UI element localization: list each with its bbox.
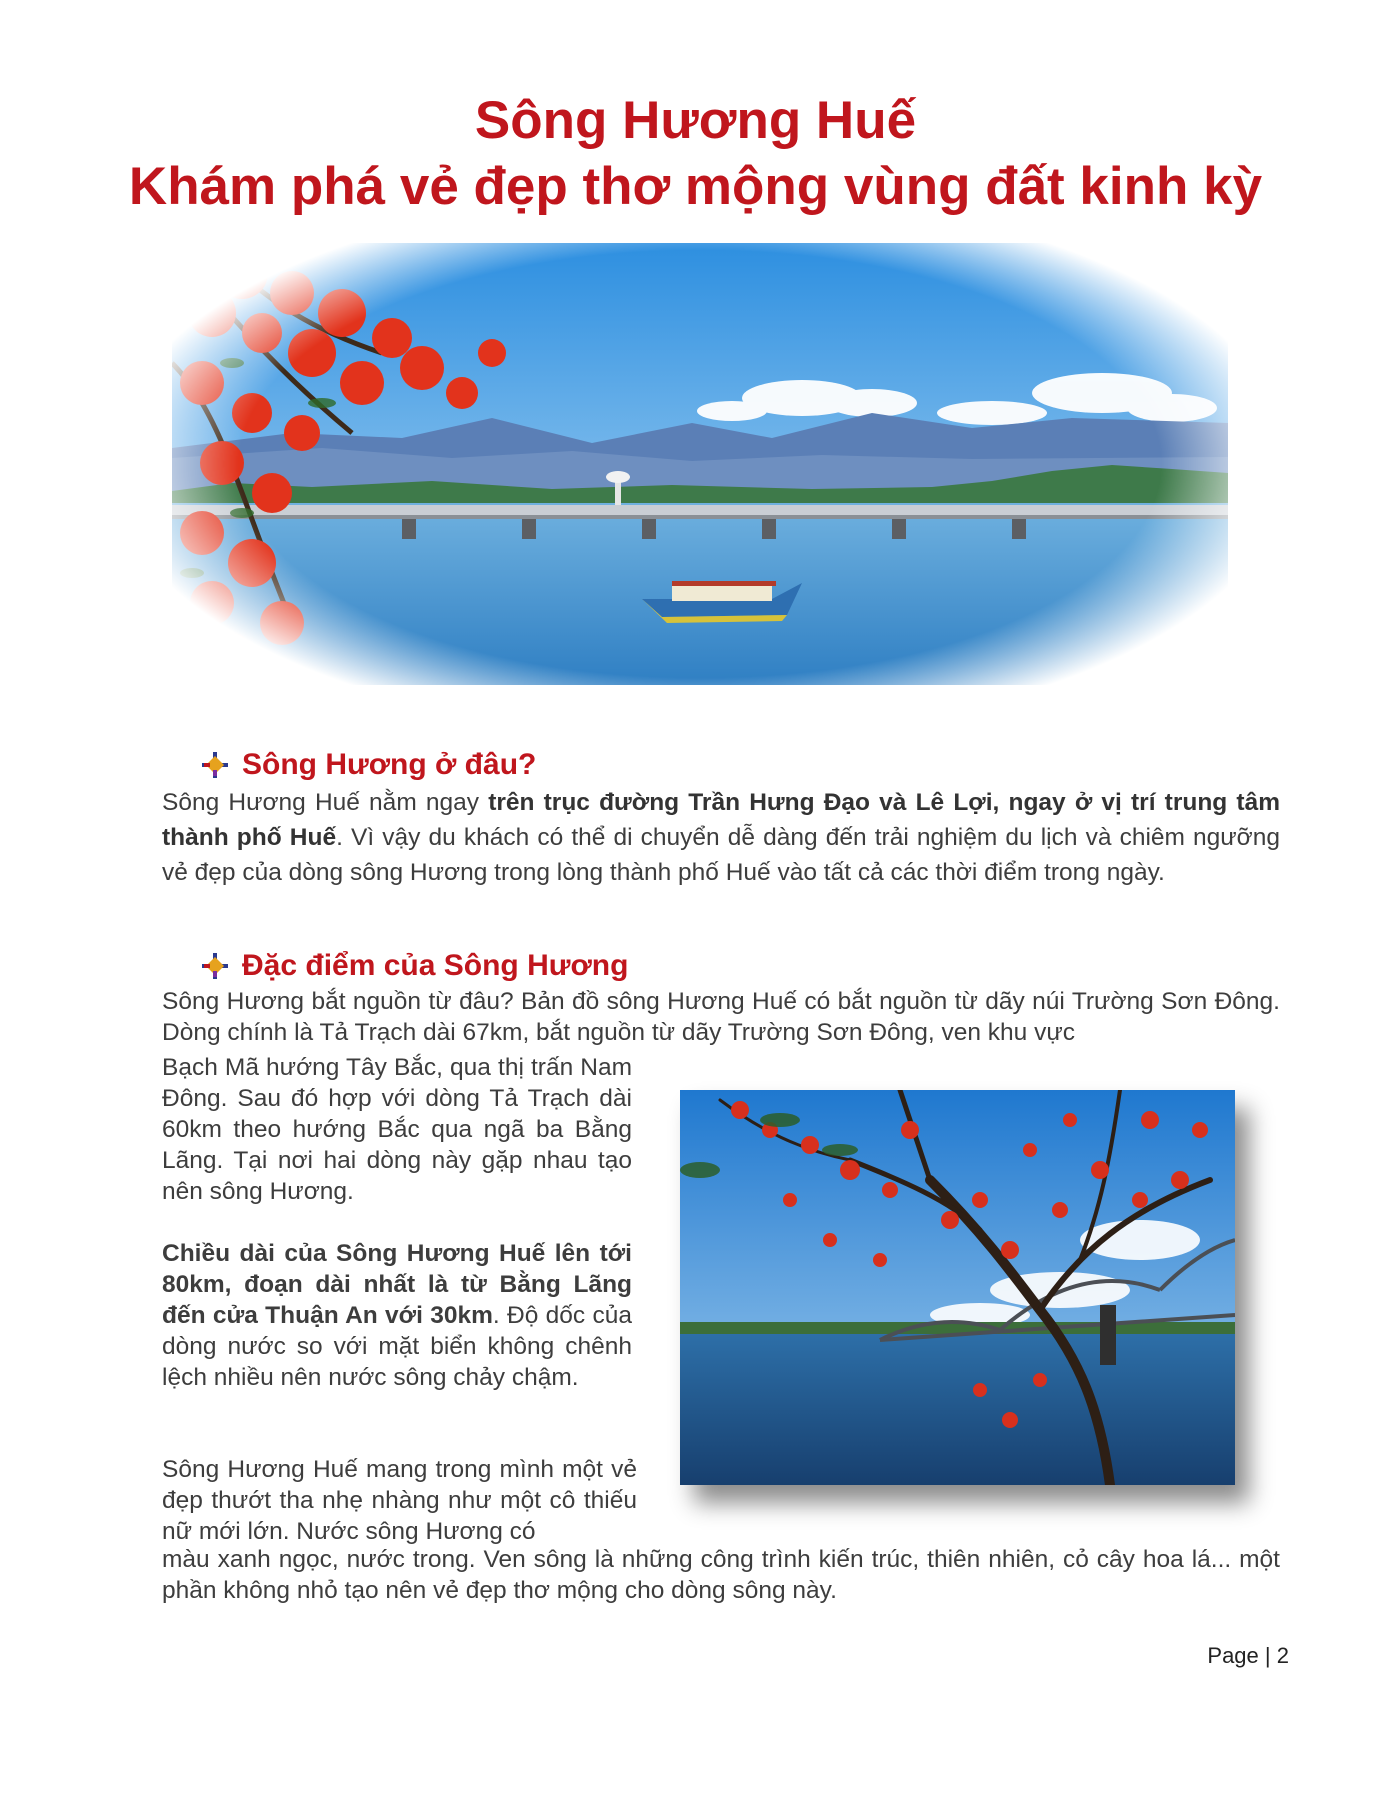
section-location-paragraph: Sông Hương Huế nằm ngay trên trục đường Trần Hưng Đạo và Lê Lợi, ngay ở vị trí trung tâm thành phố Huế. Vì vậy du khách có thể di chuyển dễ dàng đến trải nghiệm du lịch và chiêm ngưỡng vẻ đẹp của dòng sông Hương trong lòng thành phố Huế vào tất cả các thời điểm trong ngày. bbox=[162, 789, 1281, 886]
diamond-bullet-icon bbox=[200, 951, 230, 981]
page-title bbox=[0, 88, 1391, 220]
diamond-bullet-icon bbox=[200, 750, 230, 780]
features-paragraph-1: Bạch Mã hướng Tây Bắc, qua thị trấn Nam Đông. Sau đó hợp với dòng Tả Trạch dài 60km theo hướng Bắc qua ngã ba Bằng Lãng. Tại nơi hai dòng này gặp nhau tạo nên sông Hương. bbox=[162, 1054, 632, 1205]
features-paragraph-2: Chiều dài của Sông Hương Huế lên tới 80km, đoạn dài nhất là từ Bằng Lãng đến cửa Thuận An với 30km. Độ dốc của dòng nước so với mặt biển không chênh lệch nhiều nên nước sông chảy chậm. bbox=[162, 1240, 632, 1391]
section-heading-features-text: Đặc điểm của Sông Hương bbox=[242, 949, 629, 982]
footer-label: Page bbox=[1207, 1643, 1259, 1668]
features-paragraph-3-start: Sông Hương Huế mang trong mình một vẻ đẹp thướt tha nhẹ nhàng như một cô thiếu nữ mới lớn. Nước sông Hương có bbox=[162, 1456, 637, 1545]
footer-separator: | bbox=[1264, 1643, 1271, 1668]
page-number: 2 bbox=[1276, 1643, 1289, 1668]
title-line-1: Sông Hương Huế bbox=[474, 91, 917, 150]
page-footer bbox=[1207, 1643, 1289, 1669]
features-paragraph-3-end: màu xanh ngọc, nước trong. Ven sông là những công trình kiến trúc, thiên nhiên, cỏ cây hoa lá... một phần không nhỏ tạo nên vẻ đẹp thơ mộng cho dòng sông này. bbox=[162, 1546, 1280, 1604]
bridge-photo bbox=[680, 1090, 1235, 1485]
title-line-2: Khám phá vẻ đẹp thơ mộng vùng đất kinh kỳ bbox=[128, 157, 1263, 216]
section-heading-location-text: Sông Hương ở đâu? bbox=[242, 748, 537, 781]
section-features-intro: Sông Hương bắt nguồn từ đâu? Bản đồ sông Hương Huế có bắt nguồn từ dãy núi Trường Sơn Đông. Dòng chính là Tả Trạch dài 67km, bắt nguồn từ dãy Trường Sơn Đông, ven khu vực bbox=[162, 988, 1280, 1046]
section-heading-location bbox=[200, 747, 536, 783]
hero-river-photo bbox=[172, 243, 1228, 685]
section-heading-features bbox=[200, 948, 628, 984]
